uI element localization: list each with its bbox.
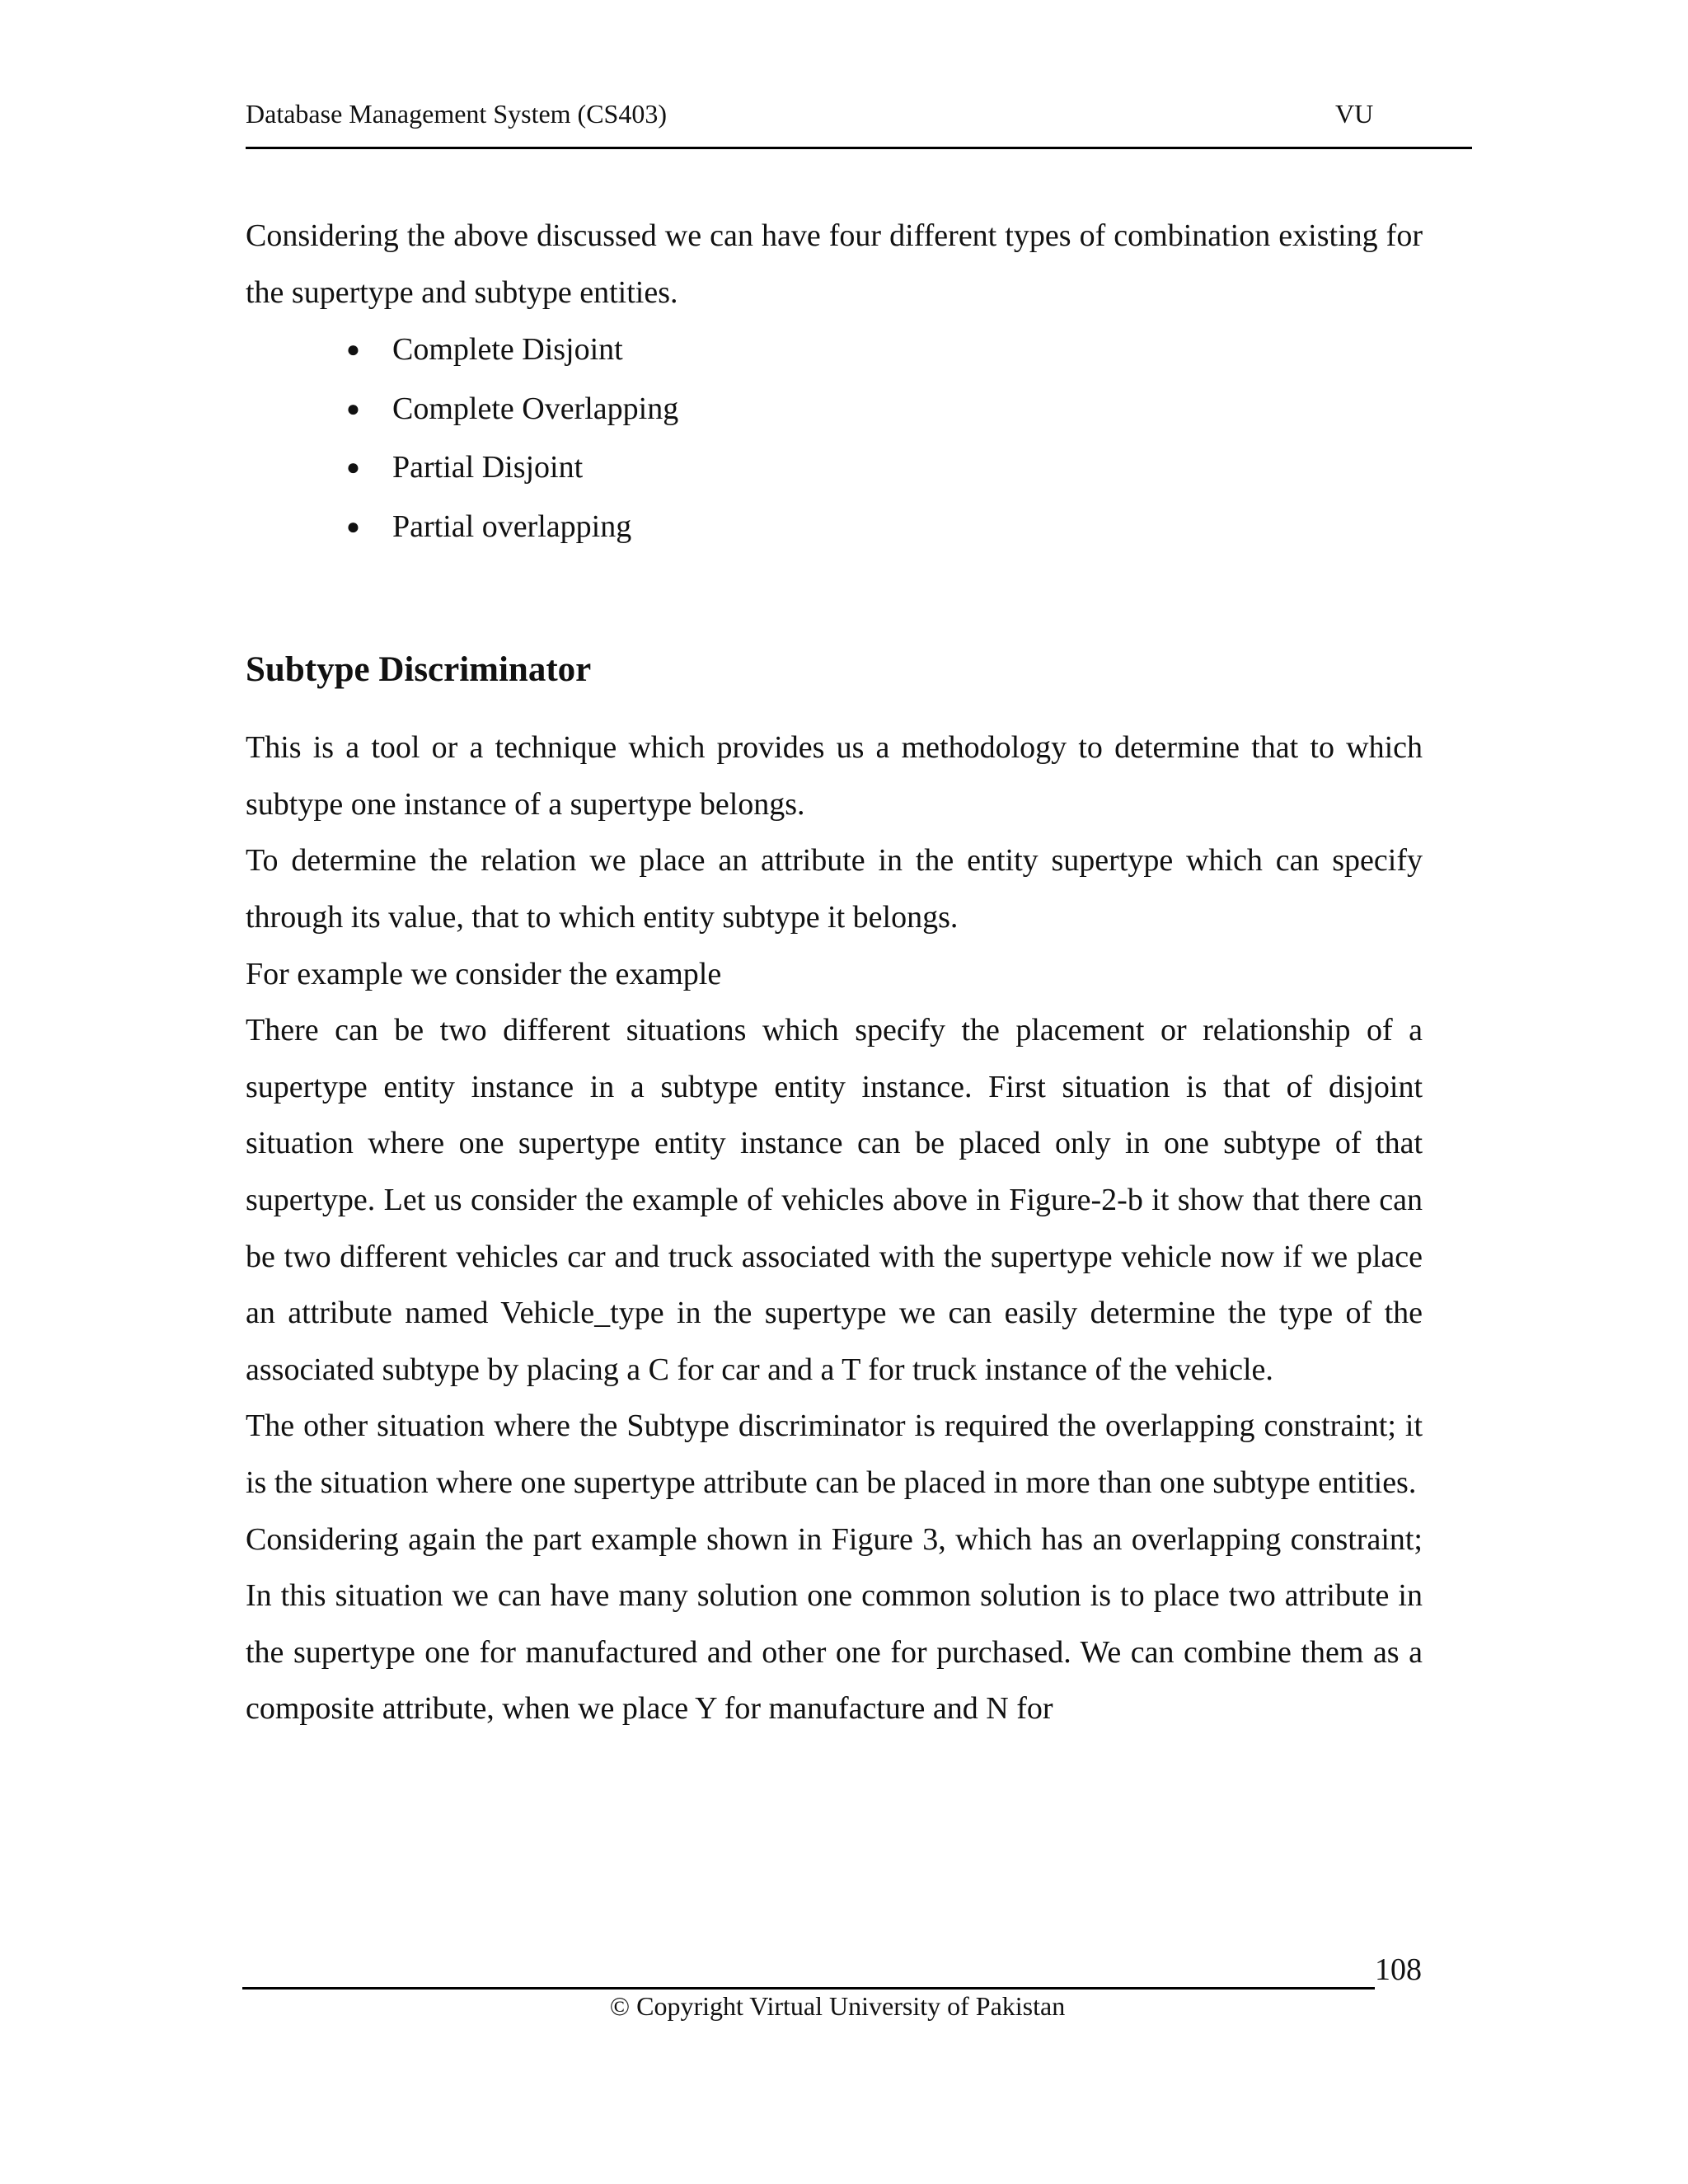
body-paragraph: To determine the relation we place an attribute in the entity supertype which can specify through its value, that to which entity subtype it belongs. (246, 843, 1423, 935)
bullet-icon: ● (346, 337, 360, 363)
page-number: 108 (1375, 1952, 1422, 1987)
bullet-icon: ● (346, 396, 360, 422)
list-item (246, 321, 1423, 380)
section-heading: Subtype Discriminator (246, 650, 592, 690)
body-paragraph: This is a tool or a technique which provides us a methodology to determine that to which subtype one instance of a supertype belongs. (246, 730, 1423, 822)
institution-abbreviation: VU (1335, 99, 1374, 129)
list-item-label: Complete Overlapping (392, 391, 679, 426)
list-item-label: Partial Disjoint (392, 450, 584, 485)
body-paragraph: The other situation where the Subtype discriminator is required the overlapping constraint; it is the situation where one supertype attribute can be placed in more than one subtype entities. (246, 1408, 1423, 1500)
intro-paragraph: Considering the above discussed we can have four different types of combination existing for the supertype and subtype entities. (246, 218, 1423, 310)
combination-list (246, 321, 1423, 556)
list-item-label: Partial overlapping (392, 509, 632, 544)
list-item (246, 380, 1423, 439)
copyright-notice: © Copyright Virtual University of Pakistan (609, 1991, 1066, 2021)
list-item (246, 438, 1423, 498)
course-title: Database Management System (CS403) (246, 99, 667, 129)
page-content (246, 208, 1423, 1737)
page-header (246, 97, 1472, 149)
body-paragraph: Considering again the part example shown in Figure 3, which has an overlapping constraint; In this situation we can have many solution one common solution is to place two attribute in the supertype one for manufactured and other one for purchased. We can combine them as a composite attribute, when we place Y for manufacture and N for (246, 1521, 1423, 1727)
body-paragraph: There can be two different situations which specify the placement or relationship of a supertype entity instance in a subtype entity instance. First situation is that of disjoint situation where one supertype entity instance can be placed only in one subtype of that supertype. Let us consider the example of vehicles above in Figure-2-b it show that there can be two different vehicles car and truck associated with the supertype vehicle now if we place an attribute named Vehicle_type in the supertype we can easily determine the type of the associated subtype by placing a C for car and a T for truck instance of the vehicle. (246, 1013, 1423, 1387)
bullet-icon: ● (346, 455, 360, 481)
bullet-icon: ● (346, 513, 360, 540)
body-paragraph: For example we consider the example (246, 956, 722, 991)
list-item (246, 498, 1423, 557)
list-item-label: Complete Disjoint (392, 332, 623, 368)
